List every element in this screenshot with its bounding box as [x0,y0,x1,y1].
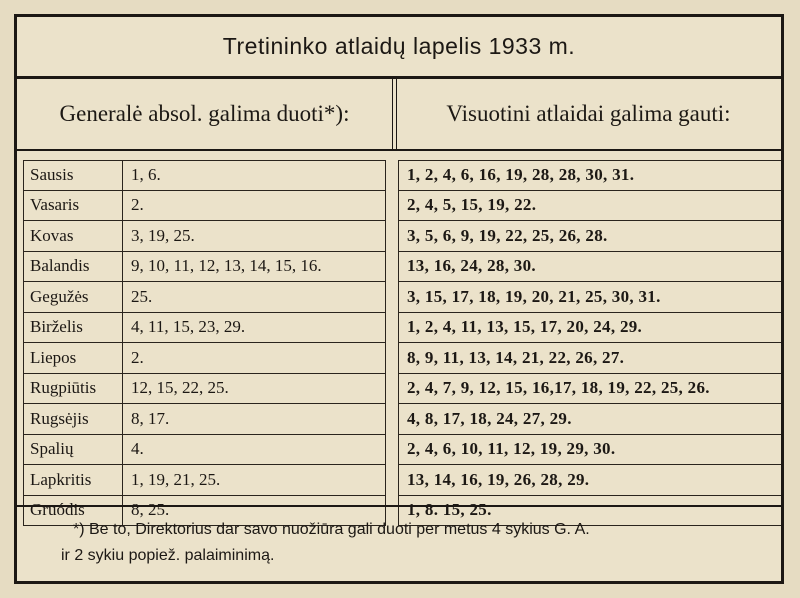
table-row [23,374,781,405]
plenary-cell: 3, 5, 6, 9, 19, 22, 25, 26, 28. [398,221,781,252]
general-cell: 4, 11, 15, 23, 29. [123,313,386,344]
plenary-cell: 13, 14, 16, 19, 26, 28, 29. [398,465,781,496]
month-cell: Sausis [23,160,123,191]
general-cell: 1, 6. [123,160,386,191]
month-cell: Lapkritis [23,465,123,496]
plenary-cell: 1, 2, 4, 6, 16, 19, 28, 28, 30, 31. [398,160,781,191]
general-cell: 8, 25. [123,496,386,527]
month-cell: Gegužės [23,282,123,313]
general-cell: 4. [123,435,386,466]
table-row [23,282,781,313]
table-row [23,221,781,252]
plenary-cell: 2, 4, 6, 10, 11, 12, 19, 29, 30. [398,435,781,466]
month-cell: Rugsėjis [23,404,123,435]
footnote-line-2: ir 2 sykiu popiež. palaiminimą. [61,547,275,564]
plenary-cell: 2, 4, 7, 9, 12, 15, 16,17, 18, 19, 22, 25, 26. [398,374,781,405]
month-cell: Gruódis [23,496,123,527]
month-cell: Birželis [23,313,123,344]
plenary-cell: 3, 15, 17, 18, 19, 20, 21, 25, 30, 31. [398,282,781,313]
general-cell: 25. [123,282,386,313]
month-cell: Kovas [23,221,123,252]
table-row [23,313,781,344]
plenary-cell: 1, 2, 4, 11, 13, 15, 17, 20, 24, 29. [398,313,781,344]
general-cell: 2. [123,191,386,222]
header-divider [392,79,393,149]
general-cell: 12, 15, 22, 25. [123,374,386,405]
header-plenary: Visuotini atlaidai galima gauti: [446,101,731,126]
header-general: Generalė absol. galima duoti*): [59,101,350,126]
table-row [23,343,781,374]
month-cell: Spalių [23,435,123,466]
month-cell: Vasaris [23,191,123,222]
general-cell: 1, 19, 21, 25. [123,465,386,496]
table-row [23,435,781,466]
column-headers [17,79,781,151]
table-row [23,160,781,191]
general-cell: 9, 10, 11, 12, 13, 14, 15, 16. [123,252,386,283]
table-row [23,465,781,496]
month-cell: Liepos [23,343,123,374]
table-row [23,252,781,283]
month-cell: Balandis [23,252,123,283]
general-cell: 3, 19, 25. [123,221,386,252]
plenary-cell: 8, 9, 11, 13, 14, 21, 22, 26, 27. [398,343,781,374]
indulgence-table [23,160,781,526]
plenary-cell: 1, 8. 15, 25. [398,496,781,527]
table-row [23,404,781,435]
table-row [23,191,781,222]
month-cell: Rugpiūtis [23,374,123,405]
page-title: Tretininko atlaidų lapelis 1933 m. [17,17,781,79]
general-cell: 8, 17. [123,404,386,435]
plenary-cell: 2, 4, 5, 15, 19, 22. [398,191,781,222]
footnote-line-1: *) Be to, Direktorius dar savo nuožiūra gali duoti per metus 4 sykius G. A. [73,521,590,538]
footnote [17,505,781,581]
general-cell: 2. [123,343,386,374]
document-frame [14,14,784,584]
plenary-cell: 13, 16, 24, 28, 30. [398,252,781,283]
plenary-cell: 4, 8, 17, 18, 24, 27, 29. [398,404,781,435]
